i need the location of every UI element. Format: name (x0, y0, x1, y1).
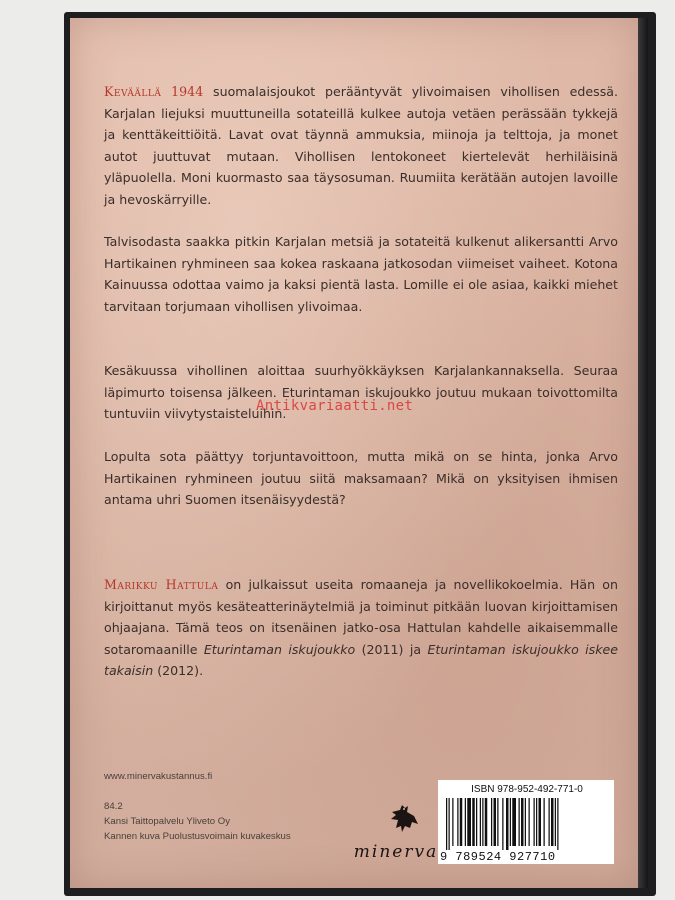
barcode-bar (482, 798, 483, 846)
barcode-bar (460, 798, 463, 846)
blurb-paragraph-4: Lopulta sota päättyy torjuntavoittoon, mutta mikä on se hinta, jonka Arvo Hartikainen ryhmineen joutuu siitä maksamaan? Mikä on yksityisen ihmisen antama uhri Suomen itsenäisyydestä? (104, 449, 618, 507)
barcode-bar (529, 798, 530, 846)
barcode-bar (549, 798, 550, 846)
cover-credit: Kansi Taittopalvelu Yliveto Oy (104, 816, 231, 827)
raven-icon (388, 802, 420, 843)
barcode-bar (521, 798, 524, 846)
barcode-bar (544, 798, 545, 846)
isbn-label: ISBN 978-952-492-771-0 (471, 784, 583, 795)
barcode-bar (534, 798, 535, 846)
barcode-bar (557, 798, 558, 850)
barcode-bar (452, 798, 453, 846)
author-bio-text-3: (2012). (153, 663, 204, 678)
back-cover (70, 18, 638, 888)
barcode-bar (502, 798, 503, 850)
barcode-digits: 9 789524 927710 (440, 850, 556, 864)
publisher-logo (346, 802, 446, 862)
barcode-bar (449, 798, 450, 850)
publisher-website: www.minervakustannus.fi (104, 771, 213, 782)
blurb-paragraph-3: Kesäkuussa vihollinen aloittaa suurhyökkäyksen Karjalankannaksella. Seuraa läpimurto toisensa jälkeen. Eturintaman iskujoukko joutuu mukaan toivottomilta tuntuviin viivytystaisteluihin. (104, 363, 618, 421)
blurb-lead-word: Keväällä (104, 84, 162, 99)
barcode-bar (472, 798, 475, 846)
photo-credit: Kannen kuva Puolustusvoimain kuvakeskus (104, 831, 291, 842)
blurb-paragraph-1 (104, 81, 618, 210)
barcode-bar (491, 798, 492, 846)
barcode-bar (497, 798, 498, 846)
barcode-bar (512, 798, 516, 846)
barcode-bar (536, 798, 537, 846)
barcode (438, 780, 614, 864)
classification-code: 84.2 (104, 801, 123, 812)
barcode-bar (476, 798, 477, 846)
barcode-bar (539, 798, 542, 846)
barcode-bar (510, 798, 511, 846)
blurb-paragraph-1-text: suomalaisjoukot perääntyvät ylivoimaisen vihollisen edessä. Karjalan liejuksi muuttuneilla sotateillä kulkee autoja vetäen perässään tykkejä ja kenttäkeittiöitä. Lavat ovat täynnä ammuksia, miinoja ja telttoja, ja monet autot juuttuvat mutaan. Vihollisen lentokoneet kiertelevät herhiläisinä yläpuolella. Moni kuormasto saa täysosuman. Ruumiita kerätään autojen lavoille ja hevoskärryille. (104, 84, 618, 207)
blurb-paragraph-2: Talvisodasta saakka pitkin Karjalan metsiä ja sotateitä kulkenut alikersantti Arvo Hartikainen ryhmineen saa kokea raskaana jatkosodan viimeiset vaiheet. Kotona Kainuussa odottaa vaimo ja kaksi pientä lasta. Lomille ei ole asiaa, kaikki miehet tarvitaan torjumaan vihollisen ylivoimaa. (104, 234, 618, 314)
barcode-bars (444, 798, 608, 850)
barcode-bar (494, 798, 497, 846)
book-title-1: Eturintaman iskujoukko (203, 641, 356, 657)
publisher-name: minerva (353, 842, 439, 862)
barcode-bar (467, 798, 471, 846)
barcode-bar (551, 798, 554, 846)
barcode-bar (525, 798, 526, 846)
spine-edge (638, 18, 648, 888)
barcode-bar (465, 798, 466, 846)
barcode-bar (506, 798, 509, 850)
author-bio-text-1: on julkaissut useita romaaneja ja novellikokoelmia. Hän on kirjoittanut myös kesäteatterinäytelmiä ja toiminut pitkään luovan kirjoittamisen ohjaajana. Tämä teos on itsenäinen jatko-osa Hattulan kahdelle aikaisemmalle sotaromaanille (104, 577, 618, 657)
barcode-bar (555, 798, 556, 846)
barcode-bar (446, 798, 447, 850)
barcode-bar (485, 798, 488, 846)
barcode-bar (480, 798, 481, 846)
barcode-bar (457, 798, 458, 846)
book-title-2: Eturintaman iskujoukko iskee takaisin (104, 641, 619, 678)
watermark: Antikvariaatti.net (256, 398, 414, 414)
author-name: Marikku Hattula (104, 577, 219, 592)
barcode-bar (519, 798, 520, 846)
author-bio (104, 574, 618, 682)
blurb-lead-year: 1944 (171, 84, 204, 99)
author-bio-text-2: (2011) ja (355, 641, 428, 657)
